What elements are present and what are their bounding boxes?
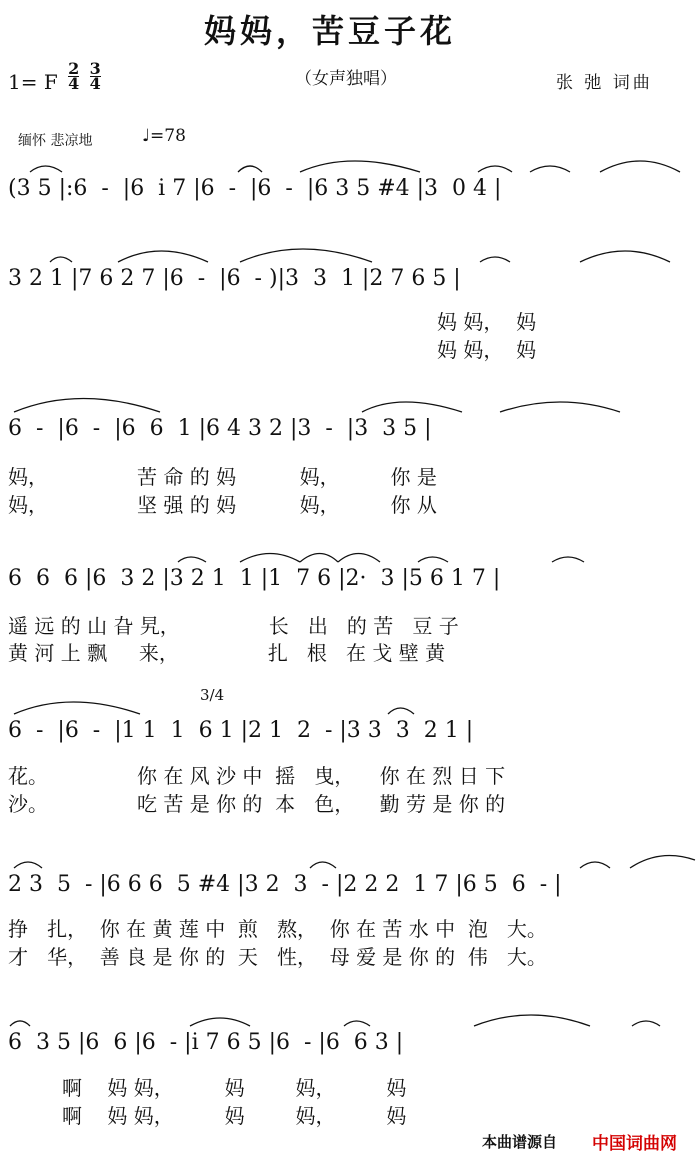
slur <box>178 557 206 562</box>
key-signature <box>8 59 101 94</box>
footer-site-link[interactable]: 中国词曲网 <box>592 1134 677 1154</box>
lyric-row-2-verse-1: 妈 妈， 妈 <box>437 310 537 334</box>
notation-row-4: 6 6 6 |6 3 2 |3 2 1 1 |1 7 6 |2· 3 |5 6 1 7 | <box>8 566 501 591</box>
slur <box>632 1021 660 1026</box>
slur <box>240 249 372 262</box>
notation-row-3: 6 - |6 - |6 6 1 |6 4 3 2 |3 - |3 3 5 | <box>8 416 432 441</box>
slur <box>190 1018 250 1026</box>
slur <box>480 257 510 262</box>
footer-source: 本曲谱源自 <box>482 1133 558 1151</box>
tempo-text: 缅怀 悲凉地 <box>18 133 93 149</box>
slur <box>500 402 620 412</box>
slur <box>630 856 695 869</box>
slur <box>14 702 140 714</box>
slur <box>50 257 72 262</box>
time-sig-2-top: 3 <box>89 59 101 78</box>
slur <box>238 166 262 172</box>
lyric-row-3-verse-1: 妈， 苦 命 的 妈 妈， 你 是 <box>8 465 437 489</box>
slur <box>474 1015 590 1026</box>
notation-row-2: 3 2 1 |7 6 2 7 |6 - |6 - )|3 3 1 |2 7 6 5 | <box>8 266 461 291</box>
lyric-row-4-verse-1: 遥 远 的 山 旮 旯， 长 出 的 苦 豆 子 <box>8 614 459 638</box>
lyric-row-7-verse-2: 啊 妈 妈， 妈 妈， 妈 <box>62 1104 407 1128</box>
lyric-row-7-verse-1: 啊 妈 妈， 妈 妈， 妈 <box>62 1076 407 1100</box>
performance-note: （女声独唱） <box>295 69 397 89</box>
slur <box>418 557 448 562</box>
lyric-row-4-verse-2: 黄 河 上 飘 来， 扎 根 在 戈 壁 黄 <box>8 641 446 665</box>
slur <box>14 862 42 868</box>
slur <box>338 554 380 563</box>
credits: 张 弛 词曲 <box>556 73 653 93</box>
notation-row-7: 6 3 5 |6 6 |6 - |i 7 6 5 |6 - |6 6 3 | <box>8 1030 404 1055</box>
slur <box>344 1021 370 1026</box>
slur <box>30 166 62 172</box>
lyric-row-3-verse-2: 妈， 坚 强 的 妈 妈， 你 从 <box>8 493 437 517</box>
time-signature-2 <box>89 59 101 93</box>
key-text: 1= F <box>8 70 58 94</box>
slur <box>388 708 414 714</box>
slur <box>580 251 670 262</box>
lyric-row-5-verse-2: 沙。 吃 苦 是 你 的 本 色， 勤 劳 是 你 的 <box>8 792 506 816</box>
slur <box>310 862 336 868</box>
slur <box>580 862 610 868</box>
time-sig-1-bottom: 4 <box>68 74 80 93</box>
time-signature-1 <box>68 59 80 93</box>
slur <box>552 557 584 562</box>
slur <box>600 161 680 172</box>
time-sig-2-bottom: 4 <box>89 74 101 93</box>
slur <box>300 554 338 563</box>
slur <box>14 399 160 413</box>
lyric-row-2-verse-2: 妈 妈， 妈 <box>437 338 537 362</box>
slur <box>478 166 512 172</box>
slur <box>240 554 300 563</box>
lyric-row-5-verse-1: 花。 你 在 风 沙 中 摇 曳， 你 在 烈 日 下 <box>8 764 506 788</box>
time-sig-1-top: 2 <box>68 59 80 78</box>
meter-change: 3/4 <box>200 686 225 704</box>
tempo-bpm: ♩=78 <box>142 126 186 146</box>
song-title: 妈妈，苦豆子花 <box>204 12 457 50</box>
slur <box>118 251 208 262</box>
slur <box>530 166 570 172</box>
slur <box>362 402 462 412</box>
notation-row-6: 2 3 5 - |6 6 6 5 #4 |3 2 3 - |2 2 2 1 7 |6 5 6 - | <box>8 872 562 897</box>
slur <box>300 161 420 172</box>
notation-row-1: (3 5 |:6 - |6 i 7 |6 - |6 - |6 3 5 #4 |3 0 4 | <box>8 176 502 201</box>
lyric-row-6-verse-2: 才 华， 善 良 是 你 的 天 性， 母 爱 是 你 的 伟 大。 <box>8 945 547 969</box>
notation-row-5: 6 - |6 - |1 1 1 6 1 |2 1 2 - |3 3 3 2 1 | <box>8 718 474 743</box>
slur <box>10 1021 30 1026</box>
lyric-row-6-verse-1: 挣 扎， 你 在 黄 莲 中 煎 熬， 你 在 苦 水 中 泡 大。 <box>8 917 547 941</box>
